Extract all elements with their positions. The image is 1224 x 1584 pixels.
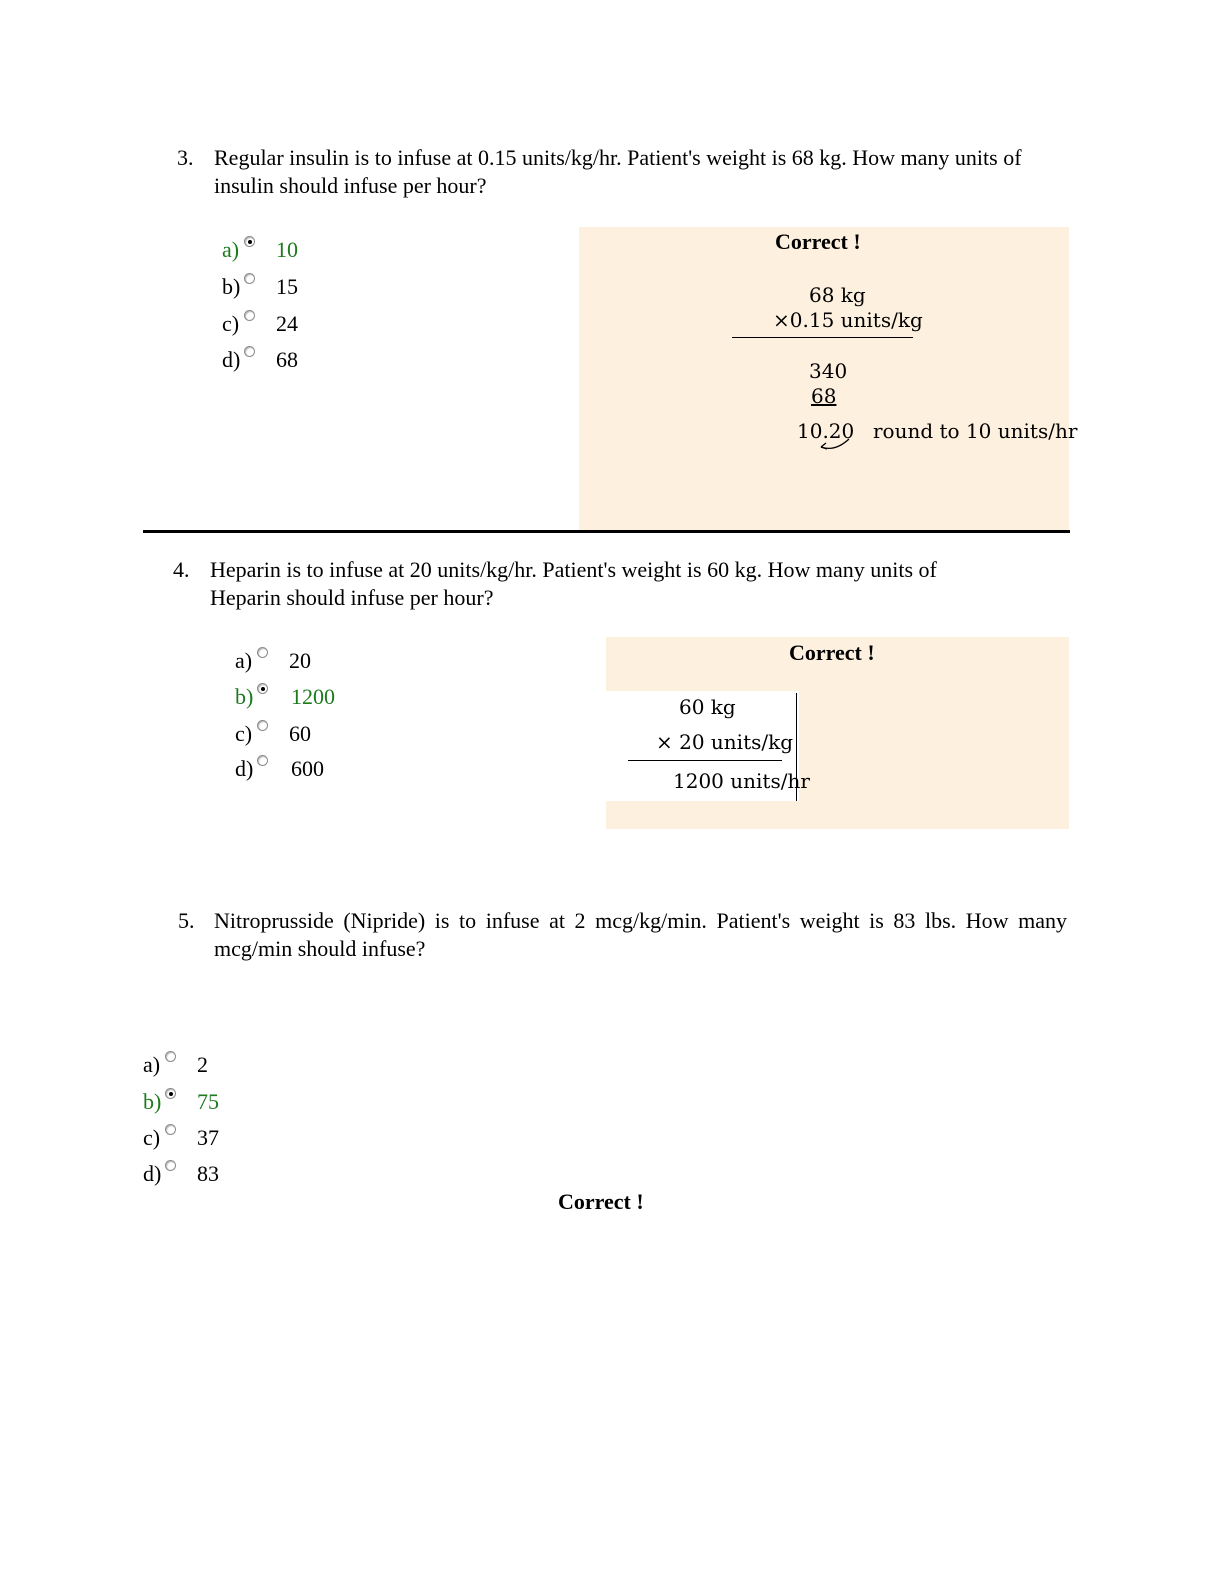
radio-button[interactable]: [244, 273, 255, 284]
radio-button[interactable]: [257, 647, 268, 658]
option-value: 20: [289, 648, 311, 673]
radio-button-selected[interactable]: [165, 1088, 176, 1099]
work-line: × 20 units/kg: [656, 730, 794, 754]
radio-button[interactable]: [165, 1051, 176, 1062]
radio-button[interactable]: [165, 1160, 176, 1171]
feedback-panel: [606, 637, 1069, 829]
option-letter: b): [235, 684, 254, 709]
question-text: Heparin is to infuse at 20 units/kg/hr. Patient's weight is 60 kg. How many units of Heparin should infuse per hour?: [210, 557, 937, 610]
option-value: 68: [276, 347, 298, 372]
option-letter: b): [222, 274, 241, 299]
work-line: 60 kg: [679, 695, 736, 719]
option-value: 1200: [291, 684, 335, 709]
option-value: 10: [276, 237, 298, 262]
radio-button[interactable]: [244, 310, 255, 321]
question-text: Nitroprusside (Nipride) is to infuse at 2 mcg/kg/min. Patient's weight is 83 lbs. How many mcg/min should infuse?: [214, 908, 1067, 961]
question-number: 4.: [173, 557, 190, 582]
work-divider: [732, 337, 913, 338]
feedback-correct: Correct !: [789, 640, 875, 665]
work-line: 68 kg: [809, 283, 866, 307]
option-value: 37: [197, 1125, 219, 1150]
option-letter: d): [235, 756, 254, 781]
radio-button-selected[interactable]: [257, 683, 268, 694]
radio-button[interactable]: [257, 720, 268, 731]
option-letter: d): [143, 1161, 162, 1186]
option-letter: c): [222, 311, 240, 336]
option-letter: a): [222, 237, 240, 262]
option-value: 60: [289, 721, 311, 746]
radio-button-selected[interactable]: [244, 236, 255, 247]
work-result: 1200 units/hr: [673, 769, 810, 793]
section-divider: [143, 530, 1070, 533]
radio-button[interactable]: [244, 346, 255, 357]
work-line: 340: [809, 359, 848, 383]
question-number: 5.: [178, 908, 195, 933]
work-result: 10.20: [797, 419, 855, 443]
option-value: 75: [197, 1089, 219, 1114]
option-value: 24: [276, 311, 298, 336]
option-letter: c): [235, 721, 253, 746]
work-line: ×0.15 units/kg: [773, 308, 923, 332]
feedback-correct: Correct !: [558, 1189, 644, 1214]
option-value: 83: [197, 1161, 219, 1186]
option-letter: a): [143, 1052, 161, 1077]
option-letter: d): [222, 347, 241, 372]
feedback-correct: Correct !: [775, 229, 861, 254]
decimal-move-arrow-icon: [817, 435, 853, 451]
question-text: Regular insulin is to infuse at 0.15 units/kg/hr. Patient's weight is 68 kg. How many units of insulin should infuse per hour?: [214, 145, 1022, 198]
option-letter: a): [235, 648, 253, 673]
feedback-panel: [579, 227, 1078, 530]
option-value: 2: [197, 1052, 208, 1077]
work-line: 68: [811, 384, 837, 408]
option-letter: c): [143, 1125, 161, 1150]
option-letter: b): [143, 1089, 162, 1114]
work-divider: [628, 760, 782, 761]
question-number: 3.: [177, 145, 194, 170]
work-note: round to 10 units/hr: [873, 419, 1078, 443]
option-value: 15: [276, 274, 298, 299]
radio-button[interactable]: [165, 1124, 176, 1135]
radio-button[interactable]: [257, 755, 268, 766]
option-value: 600: [291, 756, 324, 781]
